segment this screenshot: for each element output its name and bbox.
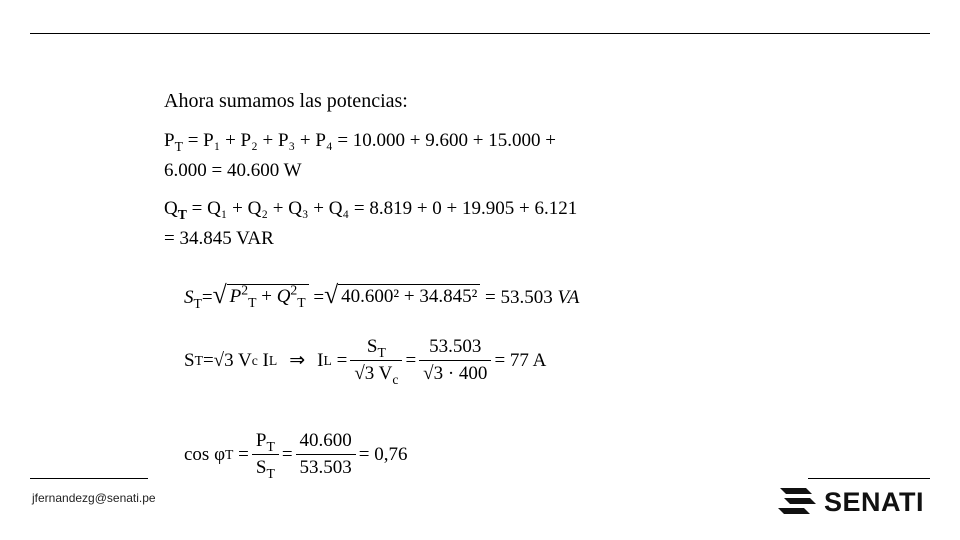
equation-power-factor: cos φ T = $\frac{P_T}{S_T}$ = $\frac{40.600}{53.503}$ = 0,76 <box>184 430 408 481</box>
scanned-equations <box>158 78 778 498</box>
fraction-pf-values: $\frac{40.600}{53.503}$ <box>296 430 356 479</box>
equation-reactive-power-cont: = 34.845 VAR <box>164 228 274 249</box>
equation-apparent-power: $S_T=$ √ $P^2_T + Q^2_T$ = √ 40.600² + 34.845² = 53.503 VA <box>184 280 580 311</box>
equation-reactive-power: $Q_T = Q_1 + Q_2 + Q_3 + Q_4 = 8.819 + 0 + 19.905 + 6.121$ <box>164 198 578 222</box>
fraction-current-values: $\frac{53.503}{√3 \cdot 400}$ <box>419 336 491 385</box>
equation-line-current: S T =√3 V c I L ⇒ I L = $\frac{S_T}{√3 V_c}$ = $\frac{53.503}{√3 \cdot 400}$ = 77 A <box>184 336 547 387</box>
fraction-pt-over-st: $\frac{P_T}{S_T}$ <box>252 430 279 479</box>
equation-active-power: $P_T = P_1 + P_2 + P_3 + P_4 = 10.000 + 9.600 + 15.000$ + <box>164 130 556 154</box>
heading: Ahora sumamos las potencias: <box>164 90 408 112</box>
senati-logo-icon <box>776 484 818 520</box>
footer-divider-right <box>808 478 930 479</box>
equation-active-power-cont: 6.000 = 40.600 W <box>164 160 302 181</box>
footer-divider-left <box>30 478 148 479</box>
top-divider <box>30 33 930 34</box>
footer-email: jfernandezg@senati.pe <box>32 491 156 505</box>
fraction-st-over-vc: $\frac{S_T}{√3 V_c}$ <box>350 336 402 385</box>
senati-logo: SENATI <box>776 482 936 522</box>
